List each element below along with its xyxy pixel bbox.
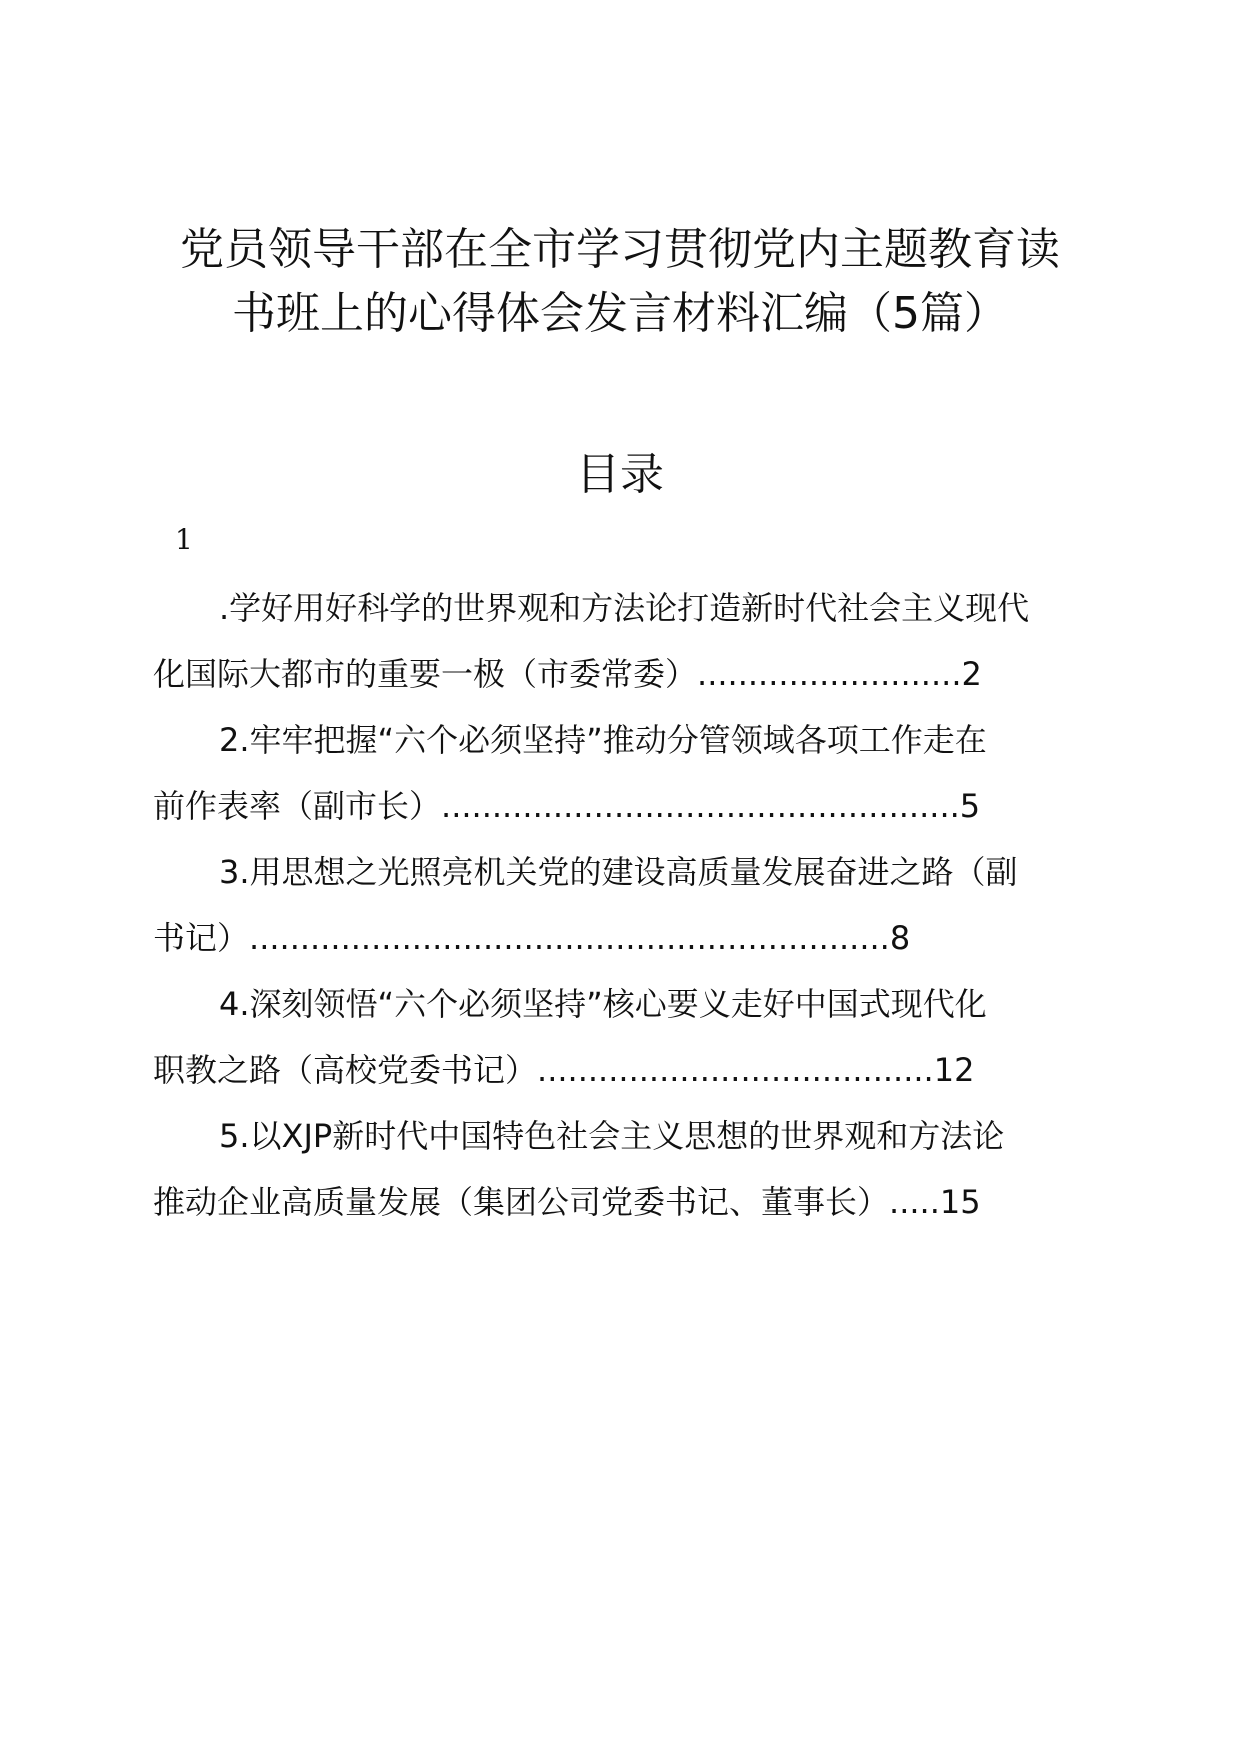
table-of-contents [153, 575, 1083, 1235]
toc-leader-dots: ................................................... [441, 787, 960, 825]
toc-entry-title-tail: 前作表率（副市长） [153, 787, 442, 825]
toc-page-number: 12 [933, 1051, 975, 1089]
toc-entry-title-tail: 化国际大都市的重要一极（市委常委） [153, 655, 698, 693]
toc-entry-title-tail: 推动企业高质量发展（集团公司党委书记、董事长） [153, 1183, 890, 1221]
toc-entry-3[interactable] [153, 839, 1083, 971]
document-title-line-2: 书班上的心得体会发言材料汇编（5篇） [232, 288, 1008, 339]
toc-entry-title-line-1: 3.用思想之光照亮机关党的建设高质量发展奋进之路（副 [219, 853, 1018, 891]
toc-page-number: 2 [961, 655, 982, 693]
toc-entry-title-tail: 书记） [153, 919, 250, 957]
toc-heading: 目录 [576, 449, 664, 500]
toc-entry-5[interactable] [153, 1103, 1083, 1235]
toc-page-number: 8 [889, 919, 911, 957]
toc-entry-title-line-2 [153, 1169, 1083, 1235]
toc-entry-4[interactable] [153, 971, 1083, 1103]
toc-page-number: 15 [939, 1183, 981, 1221]
toc-entry-2[interactable] [153, 707, 1083, 839]
toc-entry-title-tail: 职教之路（高校党委书记） [153, 1051, 538, 1089]
toc-entry-title-line-2 [153, 641, 1083, 707]
toc-leader-dots: ............................................................... [249, 919, 890, 957]
toc-entry-title-line-2 [153, 773, 1083, 839]
document-title [140, 218, 1100, 346]
toc-entry-title-line-2 [153, 905, 1083, 971]
toc-page-number: 5 [959, 787, 981, 825]
toc-entry-title-line-2 [153, 1037, 1083, 1103]
stray-number: 1 [175, 523, 193, 556]
toc-entry-title-line-1: 4.深刻领悟“六个必须坚持”核心要义走好中国式现代化 [219, 985, 987, 1023]
document-title-line-1: 党员领导干部在全市学习贯彻党内主题教育读 [180, 224, 1060, 275]
toc-leader-dots: ..... [889, 1183, 940, 1221]
toc-leader-dots: ....................................... [537, 1051, 934, 1089]
toc-entry-title-line-1: 2.牢牢把握“六个必须坚持”推动分管领域各项工作走在 [219, 721, 987, 759]
toc-entry-1[interactable] [153, 575, 1083, 707]
toc-entry-title-line-1: 5.以XJP新时代中国特色社会主义思想的世界观和方法论 [219, 1117, 1005, 1155]
toc-entry-title-line-1: .学好用好科学的世界观和方法论打造新时代社会主义现代 [219, 589, 1030, 627]
toc-leader-dots: .......................... [697, 655, 962, 693]
